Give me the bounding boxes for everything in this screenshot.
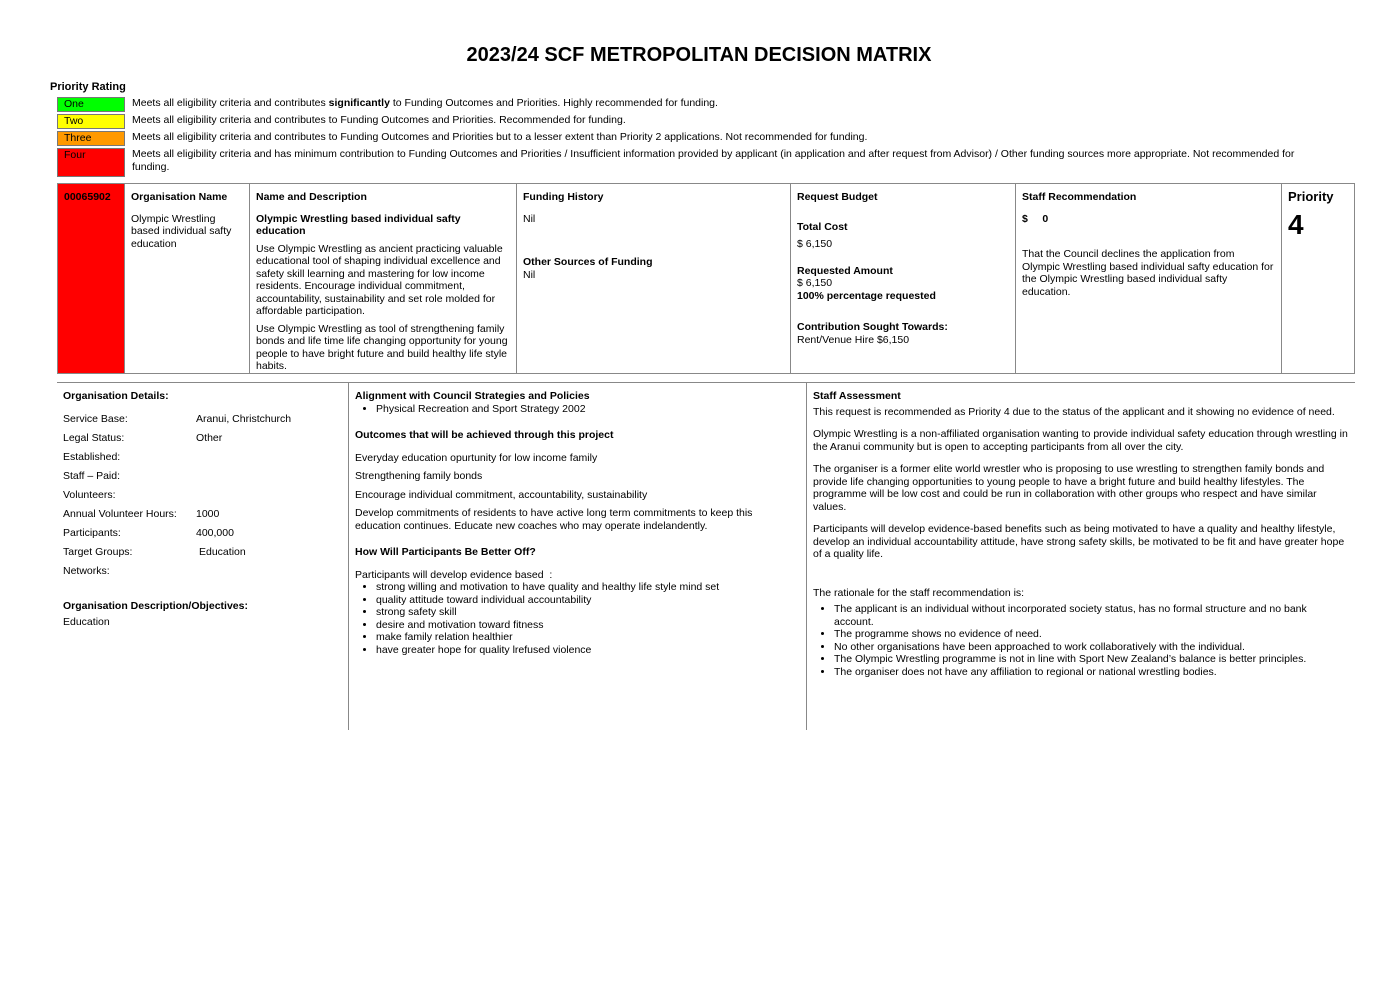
organisation-details-heading: Organisation Details: [63, 390, 169, 402]
outcome-item: Develop commitments of residents to have active long term commitments to keep this education continues. Educate new coaches who may operate indelandently. [355, 507, 753, 532]
total-cost-value: $ 6,150 [797, 238, 833, 250]
section-divider [57, 382, 1355, 383]
legend-text-one: Meets all eligibility criteria and contributes significantly to Funding Outcomes and Priorities. Highly recommended for funding. [132, 97, 718, 109]
assessment-paragraph: The organiser is a former elite world wrestler who is proposing to use wrestling to strengthen family bonds and provide life changing opportunities to young people to have a bright future and build healthy lifestyles. The programme will be low cost and could be run in collaboration with other groups who respect and have similar values. [813, 463, 1325, 513]
list-item: • strong willing and motivation to have quality and healthy life style mind set [376, 581, 800, 594]
organisation-name-heading: Organisation Name [131, 191, 228, 203]
priority-value: 4 [1288, 208, 1304, 240]
legend-text-four: Meets all eligibility criteria and has minimum contribution to Funding Outcomes and Priorities / Insufficient information provided by applicant (in application and after request from Advisor) / Other funding sources more appropriate. Not recommended for funding. [132, 148, 1295, 173]
legend-text-two: Meets all eligibility criteria and contributes to Funding Outcomes and Priorities. Recommended for funding. [132, 114, 626, 126]
priority-swatch-three: Three [57, 131, 125, 146]
page-title: 2023/24 SCF METROPOLITAN DECISION MATRIX [466, 44, 932, 66]
detail-value: Other [196, 431, 223, 444]
staff-recommendation-amount: $ 0 [1022, 212, 1049, 225]
legend-row-three [57, 131, 1307, 146]
organisation-details-panel [63, 390, 343, 629]
list-item: • strong safety skill [376, 606, 800, 619]
detail-label: Networks: [63, 564, 110, 577]
legend-row-two [57, 114, 1307, 129]
staff-recommendation-cell [1016, 184, 1282, 373]
better-off-list [355, 581, 800, 656]
detail-row [63, 451, 343, 470]
request-budget-heading: Request Budget [797, 191, 878, 203]
detail-label: Volunteers: [63, 488, 116, 501]
staff-recommendation-heading: Staff Recommendation [1022, 191, 1137, 203]
detail-label: Target Groups: [63, 545, 133, 558]
column-divider-1 [348, 383, 349, 730]
priority-rating-heading: Priority Rating [50, 81, 126, 93]
detail-value: Aranui, Christchurch [196, 412, 292, 425]
organisation-description-heading: Organisation Description/Objectives: [63, 599, 248, 612]
detail-label: Staff – Paid: [63, 469, 121, 482]
detail-label: Established: [63, 450, 121, 463]
alignment-list [355, 403, 800, 416]
funding-history-cell [517, 184, 791, 373]
staff-assessment-heading: Staff Assessment [813, 390, 901, 402]
rationale-list [813, 603, 1349, 678]
list-item: • desire and motivation toward fitness [376, 619, 800, 632]
staff-assessment-panel [813, 390, 1349, 678]
detail-label: Legal Status: [63, 431, 125, 444]
outcomes-heading: Outcomes that will be achieved through this project [355, 429, 614, 441]
legend-row-one [57, 97, 1307, 112]
detail-row [63, 432, 343, 451]
priority-swatch-two: Two [57, 114, 125, 129]
requested-amount-label: Requested Amount [797, 264, 893, 277]
detail-label: Service Base: [63, 412, 128, 425]
priority-heading: Priority [1288, 189, 1334, 204]
other-sources-heading: Other Sources of Funding [523, 256, 653, 268]
percentage-requested: 100% percentage requested [797, 289, 936, 302]
project-description-2: Use Olympic Wrestling as tool of strengthening family bonds and life time life changing opportunity for young people to have bright future and build healthy life style habits. [256, 322, 508, 372]
detail-value: 1000 [196, 507, 220, 520]
contribution-label: Contribution Sought Towards: [797, 321, 948, 333]
column-divider-2 [806, 383, 807, 730]
priority-swatch-one: One [57, 97, 125, 112]
project-name: Olympic Wrestling based individual safty education [256, 212, 461, 237]
detail-value: 400,000 [196, 526, 234, 539]
assessment-paragraph: This request is recommended as Priority 4 due to the status of the applicant and it showing no evidence of need. [813, 405, 1335, 418]
list-item: • The applicant is an individual without incorporated society status, has no formal structure and no bank account. [834, 603, 1349, 628]
detail-row [63, 508, 343, 527]
organisation-name-cell [125, 184, 250, 373]
assessment-paragraph: Olympic Wrestling is a non-affiliated organisation wanting to provide individual safety education through wrestling in the Aranui community but is open to accepting participants from all over the city. [813, 428, 1348, 453]
total-cost-label: Total Cost [797, 220, 848, 233]
detail-row [63, 546, 343, 565]
priority-cell [1282, 184, 1354, 373]
detail-label: Annual Volunteer Hours: [63, 507, 177, 520]
list-item: • Physical Recreation and Sport Strategy 2002 [376, 403, 800, 416]
better-off-heading: How Will Participants Be Better Off? [355, 546, 536, 558]
detail-row [63, 470, 343, 489]
list-item: • have greater hope for quality lrefused violence [376, 644, 800, 657]
list-item: • No other organisations have been approached to work collaboratively with the individual. [834, 641, 1349, 654]
detail-value: Education [199, 545, 246, 558]
name-description-cell [250, 184, 517, 373]
list-item: • make family relation healthier [376, 631, 800, 644]
alignment-panel [355, 390, 800, 656]
rationale-intro: The rationale for the staff recommendation is: [813, 586, 1025, 599]
better-off-intro: Participants will develop evidence based : [355, 568, 553, 581]
priority-swatch-four: Four [57, 148, 125, 177]
outcome-item: Strengthening family bonds [355, 470, 483, 482]
legend-text-three: Meets all eligibility criteria and contributes to Funding Outcomes and Priorities but to a lesser extent than Priority 2 applications. Not recommended for funding. [132, 131, 868, 143]
application-summary-table [57, 183, 1355, 374]
other-sources-value: Nil [523, 268, 536, 281]
requested-amount-value: $ 6,150 [797, 277, 833, 289]
organisation-description: Education [63, 616, 110, 628]
list-item: • The programme shows no evidence of need. [834, 628, 1349, 641]
funding-history-value: Nil [523, 212, 536, 225]
contribution-value: Rent/Venue Hire $6,150 [797, 333, 910, 346]
detail-row [63, 565, 343, 584]
detail-row [63, 413, 343, 432]
detail-label: Participants: [63, 526, 121, 539]
staff-recommendation-text: That the Council declines the application from Olympic Wrestling based individual safty education for the Olympic Wrestling based individual safty education. [1022, 248, 1274, 298]
outcome-item: Everyday education opurtunity for low income family [355, 451, 598, 464]
application-id: 00065902 [58, 184, 125, 373]
legend-row-four [57, 148, 1307, 177]
organisation-name: Olympic Wrestling based individual safty education [131, 212, 232, 250]
detail-row [63, 489, 343, 508]
request-budget-cell [791, 184, 1016, 373]
name-description-heading: Name and Description [256, 191, 367, 203]
detail-row [63, 527, 343, 546]
funding-history-heading: Funding History [523, 191, 604, 203]
alignment-heading: Alignment with Council Strategies and Policies [355, 390, 590, 402]
list-item: • quality attitude toward individual accountability [376, 594, 800, 607]
list-item: • The organiser does not have any affiliation to regional or national wrestling bodies. [834, 666, 1349, 679]
outcome-item: Encourage individual commitment, accountability, sustainability [355, 488, 648, 501]
project-description-1: Use Olympic Wrestling as ancient practicing valuable educational tool of shaping individual excellence and safety skill learning and mastering for low income residents. Encourage individual commitment, accountability, sustainability and set role molded for affordable participation. [256, 242, 503, 317]
list-item: • The Olympic Wrestling programme is not in line with Sport New Zealand’s balance is better principles. [834, 653, 1349, 666]
priority-legend [57, 97, 1307, 179]
assessment-paragraph: Participants will develop evidence-based benefits such as being motivated to have a quality and healthy lifestyle, develop an individual accountability attitude, have strong safety skills, be motivated to be fit and have greater hope of a quality life. [813, 523, 1345, 560]
